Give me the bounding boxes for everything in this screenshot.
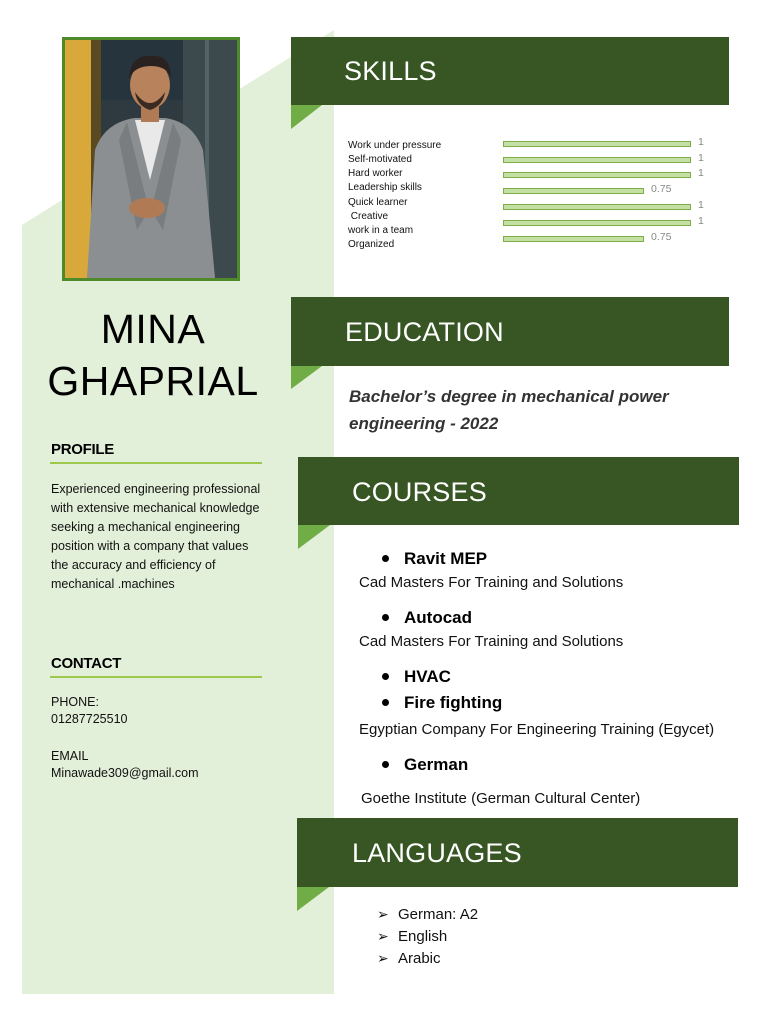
- skills-band-fold: [291, 105, 322, 129]
- skill-bar: [503, 220, 691, 226]
- course-organization: Cad Masters For Training and Solutions: [359, 633, 624, 650]
- bullet-icon: [382, 761, 389, 768]
- education-degree: Bachelor’s degree in mechanical power engineering - 2022: [349, 387, 669, 433]
- skill-label: Leadership skills: [348, 182, 422, 193]
- bullet-icon: [382, 699, 389, 706]
- skill-value-label: 1: [698, 199, 704, 211]
- skill-value-label: 1: [698, 152, 704, 164]
- language-item: [377, 950, 441, 967]
- education-band-fold: [291, 366, 322, 389]
- skill-bar: [503, 236, 644, 242]
- courses-band-fold: [298, 525, 330, 549]
- language-item: [377, 928, 447, 945]
- email-value: Minawade309@gmail.com: [51, 766, 199, 780]
- language-name: Arabic: [398, 950, 441, 967]
- person-name: [42, 303, 264, 407]
- skill-value-label: 0.75: [651, 183, 672, 195]
- course-name: German: [404, 755, 469, 774]
- person-name-line1: MINA: [100, 306, 206, 352]
- course-name: Autocad: [404, 608, 472, 627]
- profile-divider: [50, 462, 262, 464]
- contact-divider: [50, 676, 262, 678]
- course-organization: Cad Masters For Training and Solutions: [359, 574, 624, 591]
- language-name: German: A2: [398, 906, 479, 923]
- education-heading: EDUCATION: [345, 317, 504, 347]
- skill-label: work in a team: [348, 225, 414, 236]
- skill-label: Self-motivated: [348, 154, 412, 165]
- language-name: English: [398, 928, 448, 945]
- skill-value-label: 1: [698, 215, 704, 227]
- skill-value-label: 1: [698, 167, 704, 179]
- skill-value-label: 0.75: [651, 231, 672, 243]
- education-band: [291, 297, 729, 366]
- language-item: [377, 906, 478, 923]
- skill-bar: [503, 188, 644, 194]
- skill-label: Creative: [348, 211, 389, 222]
- profile-photo: [62, 37, 240, 281]
- skill-label: Hard worker: [348, 168, 403, 179]
- arrow-bullet-icon: ➢: [377, 906, 389, 922]
- skill-bar: [503, 141, 691, 147]
- skills-heading: SKILLS: [344, 56, 437, 86]
- skill-label: Work under pressure: [348, 140, 442, 151]
- bullet-icon: [382, 555, 389, 562]
- phone-value: 01287725510: [51, 712, 128, 726]
- languages-heading: LANGUAGES: [352, 838, 522, 868]
- skill-bar: [503, 157, 691, 163]
- skills-band: [291, 37, 729, 105]
- course-name: HVAC: [404, 667, 451, 686]
- phone-label: PHONE:: [51, 695, 99, 709]
- skill-bar: [503, 172, 691, 178]
- arrow-bullet-icon: ➢: [377, 950, 389, 966]
- languages-band: [297, 818, 738, 887]
- course-organization: Goethe Institute (German Cultural Center): [361, 790, 641, 807]
- bullet-icon: [382, 673, 389, 680]
- course-name: Ravit MEP: [404, 549, 488, 568]
- skill-label: Quick learner: [348, 197, 408, 208]
- bullet-icon: [382, 614, 389, 621]
- course-name: Fire fighting: [404, 693, 503, 712]
- skill-value-label: 1: [698, 136, 704, 148]
- contact-heading: CONTACT: [51, 655, 122, 672]
- skill-bar: [503, 204, 691, 210]
- skill-label: Organized: [348, 239, 395, 250]
- courses-band: [298, 457, 739, 525]
- email-label: EMAIL: [51, 749, 89, 763]
- languages-band-fold: [297, 887, 329, 911]
- profile-heading: PROFILE: [51, 441, 114, 458]
- courses-heading: COURSES: [352, 477, 487, 507]
- profile-text: Experienced engineering professional with extensive mechanical knowledge seeking a mechanical engineering position with a company that values the accuracy and efficiency of mechanical .machines: [51, 482, 261, 591]
- course-organization: Egyptian Company For Engineering Training (Egycet): [359, 721, 715, 738]
- person-name-line2: GHAPRIAL: [47, 358, 259, 404]
- arrow-bullet-icon: ➢: [377, 928, 389, 944]
